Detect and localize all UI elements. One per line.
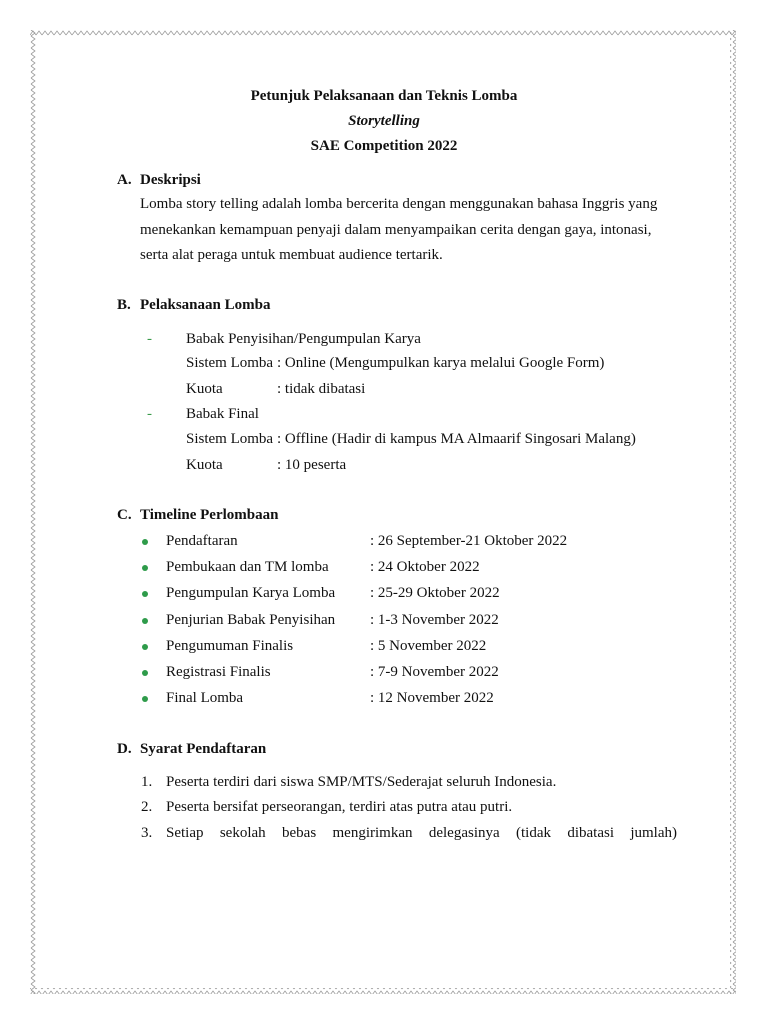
round-system-label: Sistem Lomba [186, 431, 274, 447]
requirement-word: sekolah [219, 825, 266, 841]
round-name: Babak Final [186, 406, 259, 422]
timeline-date: : 5 November 2022 [370, 638, 487, 654]
round-system-value: : Online (Mengumpulkan karya melalui Google Form) [277, 355, 605, 371]
bullet-icon [142, 670, 148, 676]
round-quota-label: Kuota [186, 457, 223, 473]
requirement-word: (tidak [516, 825, 551, 841]
description-line: menekankan kemampuan penyaji dalam menyampaikan cerita dengan gaya, intonasi, [140, 222, 652, 238]
timeline-label: Pengumpulan Karya Lomba [166, 585, 336, 601]
section-c-letter: C. [117, 507, 132, 523]
requirement-number: 1. [141, 774, 153, 790]
round-name: Babak Penyisihan/Pengumpulan Karya [186, 331, 421, 347]
bullet-icon [142, 591, 148, 597]
description-line: Lomba story telling adalah lomba bercerita dengan menggunakan bahasa Inggris yang [140, 196, 658, 212]
bullet-icon [142, 618, 148, 624]
round-system-value: : Offline (Hadir di kampus MA Almaarif Singosari Malang) [277, 431, 636, 447]
timeline-label: Pembukaan dan TM lomba [166, 559, 329, 575]
requirement-word: dibatasi [567, 825, 614, 841]
round-quota-value: : 10 peserta [277, 457, 347, 473]
requirement-number: 2. [141, 799, 153, 815]
timeline-date: : 7-9 November 2022 [370, 664, 499, 680]
bullet-icon [142, 644, 148, 650]
requirement-word: bebas [282, 825, 317, 841]
section-d-title: Syarat Pendaftaran [140, 741, 267, 757]
bullet-icon [142, 539, 148, 545]
section-c-title: Timeline Perlombaan [140, 507, 279, 523]
timeline-date: : 12 November 2022 [370, 690, 494, 706]
timeline-label: Pengumuman Finalis [166, 638, 294, 654]
dash-marker: - [147, 406, 152, 422]
requirement-number: 3. [141, 825, 153, 841]
timeline-label: Registrasi Finalis [166, 664, 271, 680]
requirement-word: Setiap [166, 825, 204, 841]
bullet-icon [142, 696, 148, 702]
document-subtitle: Storytelling [348, 113, 420, 129]
section-a-title: Deskripsi [140, 172, 201, 188]
requirement-word: mengirimkan [332, 825, 413, 841]
timeline-date: : 1-3 November 2022 [370, 612, 499, 628]
requirement-word: jumlah) [630, 825, 677, 841]
timeline-date: : 25-29 Oktober 2022 [370, 585, 500, 601]
event-name: SAE Competition 2022 [310, 138, 458, 154]
requirement-text [166, 824, 677, 842]
timeline-label: Final Lomba [166, 690, 244, 706]
dash-marker: - [147, 331, 152, 347]
requirement-word: delegasinya [428, 825, 500, 841]
timeline-date: : 26 September-21 Oktober 2022 [370, 533, 568, 549]
timeline-label: Pendaftaran [166, 533, 238, 549]
bullet-icon [142, 565, 148, 571]
round-quota-value: : tidak dibatasi [277, 381, 366, 397]
section-b-letter: B. [117, 297, 131, 313]
requirement-text: Peserta bersifat perseorangan, terdiri atas putra atau putri. [166, 799, 513, 815]
section-b-title: Pelaksanaan Lomba [140, 297, 271, 313]
section-d-letter: D. [117, 741, 132, 757]
timeline-date: : 24 Oktober 2022 [370, 559, 480, 575]
round-quota-label: Kuota [186, 381, 223, 397]
section-a-letter: A. [117, 172, 132, 188]
round-system-label: Sistem Lomba [186, 355, 274, 371]
requirement-text: Peserta terdiri dari siswa SMP/MTS/Sederajat seluruh Indonesia. [166, 774, 557, 790]
document-title: Petunjuk Pelaksanaan dan Teknis Lomba [250, 88, 518, 104]
timeline-label: Penjurian Babak Penyisihan [166, 612, 336, 628]
description-line: serta alat peraga untuk membuat audience tertarik. [140, 247, 443, 263]
